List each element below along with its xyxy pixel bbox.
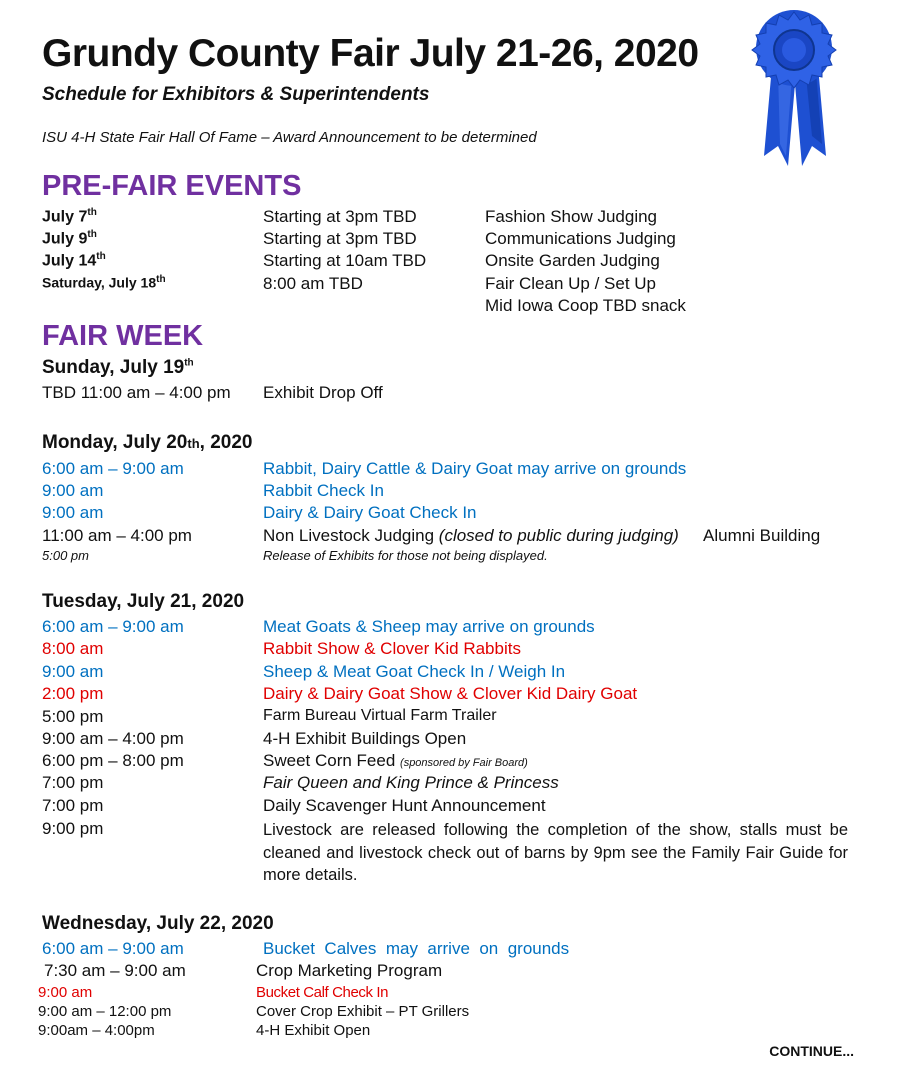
pre-fair-event: Fashion Show Judging — [485, 207, 658, 226]
day-heading-monday: Monday, July 20th, 2020 — [42, 432, 253, 453]
schedule-event: Bucket Calf Check In — [256, 984, 389, 1001]
schedule-event: Rabbit Show & Clover Kid Rabbits — [263, 639, 521, 658]
pre-fair-date: July 7th — [42, 207, 97, 226]
pre-fair-row — [0, 274, 900, 296]
schedule-location: Alumni Building — [703, 526, 821, 545]
schedule-event: Daily Scavenger Hunt Announcement — [263, 796, 546, 815]
schedule-time: 5:00 pm — [42, 548, 89, 563]
schedule-time: 9:00 am — [42, 481, 104, 500]
blue-ribbon-icon — [748, 6, 840, 166]
pre-fair-event: Communications Judging — [485, 229, 676, 248]
schedule-time: 9:00 am — [42, 503, 104, 522]
schedule-row — [0, 459, 900, 481]
pre-fair-time: Starting at 10am TBD — [263, 251, 427, 270]
schedule-row — [0, 617, 900, 639]
schedule-row — [0, 548, 900, 570]
schedule-row — [0, 526, 900, 548]
schedule-row — [0, 729, 900, 751]
schedule-time: 6:00 am – 9:00 am — [42, 939, 184, 958]
schedule-event: Rabbit, Dairy Cattle & Dairy Goat may arrive on grounds — [263, 459, 687, 478]
schedule-event: Fair Queen and King Prince & Princess — [263, 773, 559, 792]
schedule-event: Release of Exhibits for those not being displayed. — [263, 548, 548, 563]
day-heading-wednesday: Wednesday, July 22, 2020 — [42, 913, 274, 934]
schedule-time: 6:00 am – 9:00 am — [42, 459, 184, 478]
pre-fair-event: Onsite Garden Judging — [485, 251, 660, 270]
schedule-event: Exhibit Drop Off — [263, 383, 383, 402]
schedule-row — [0, 503, 900, 525]
schedule-row — [0, 773, 900, 795]
pre-fair-event: Fair Clean Up / Set Up — [485, 274, 657, 293]
schedule-event: Cover Crop Exhibit – PT Grillers — [256, 1003, 470, 1020]
schedule-time: 9:00 pm — [42, 819, 104, 838]
schedule-event: Sweet Corn Feed (sponsored by Fair Board) — [263, 751, 528, 770]
schedule-event: Farm Bureau Virtual Farm Trailer — [263, 707, 497, 724]
schedule-time: TBD 11:00 am – 4:00 pm — [42, 383, 231, 402]
schedule-event: Dairy & Dairy Goat Check In — [263, 503, 477, 522]
schedule-event: Crop Marketing Program — [256, 961, 443, 980]
schedule-time: 8:00 am — [42, 639, 104, 658]
pre-fair-event: Mid Iowa Coop TBD snack — [485, 296, 686, 315]
schedule-event: Bucket Calves may arrive on grounds — [263, 939, 570, 958]
pre-fair-time: 8:00 am TBD — [263, 274, 363, 293]
day-heading-tuesday: Tuesday, July 21, 2020 — [42, 591, 245, 612]
page-subtitle: Schedule for Exhibitors & Superintendents — [42, 84, 430, 105]
schedule-row — [0, 481, 900, 503]
pre-fair-heading: PRE-FAIR EVENTS — [42, 170, 302, 202]
fair-week-heading: FAIR WEEK — [42, 320, 204, 352]
schedule-time: 2:00 pm — [42, 684, 104, 703]
schedule-row — [0, 684, 900, 706]
pre-fair-row — [0, 229, 900, 251]
hall-of-fame-note: ISU 4-H State Fair Hall Of Fame – Award Announcement to be determined — [42, 129, 537, 146]
pre-fair-date: July 9th — [42, 229, 97, 248]
schedule-event: Meat Goats & Sheep may arrive on grounds — [263, 617, 595, 636]
schedule-time: 9:00 am – 12:00 pm — [38, 1003, 172, 1020]
schedule-row — [0, 751, 900, 773]
pre-fair-date: Saturday, July 18th — [42, 274, 166, 291]
schedule-time: 9:00am – 4:00pm — [38, 1022, 155, 1039]
schedule-row — [0, 939, 900, 961]
schedule-row — [0, 819, 900, 889]
schedule-event: Livestock are released following the completion of the show, stalls must be cleaned and livestock check out of barns by 9pm see the Family Fair Guide for more details. — [263, 821, 848, 884]
schedule-event: Sheep & Meat Goat Check In / Weigh In — [263, 662, 566, 681]
pre-fair-row — [0, 251, 900, 273]
schedule-event: Dairy & Dairy Goat Show & Clover Kid Dairy Goat — [263, 684, 638, 703]
schedule-time: 7:00 pm — [42, 773, 104, 792]
pre-fair-row — [0, 207, 900, 229]
continue-label: CONTINUE... — [769, 1043, 854, 1059]
schedule-event: 4-H Exhibit Open — [256, 1022, 371, 1039]
schedule-row — [0, 639, 900, 661]
schedule-time: 9:00 am — [38, 984, 93, 1001]
page-title: Grundy County Fair July 21-26, 2020 — [42, 32, 699, 75]
schedule-time: 7:00 pm — [42, 796, 104, 815]
pre-fair-date: July 14th — [42, 251, 106, 270]
schedule-time: 5:00 pm — [42, 707, 104, 726]
schedule-row — [0, 383, 900, 405]
schedule-time: 6:00 pm – 8:00 pm — [42, 751, 184, 770]
schedule-time: 6:00 am – 9:00 am — [42, 617, 184, 636]
schedule-time: 9:00 am — [42, 662, 104, 681]
schedule-event: Non Livestock Judging (closed to public during judging) — [263, 526, 679, 545]
pre-fair-time: Starting at 3pm TBD — [263, 229, 417, 248]
schedule-time: 11:00 am – 4:00 pm — [42, 526, 192, 545]
pre-fair-time: Starting at 3pm TBD — [263, 207, 417, 226]
schedule-row — [0, 796, 900, 818]
schedule-time: 9:00 am – 4:00 pm — [42, 729, 184, 748]
schedule-event: 4-H Exhibit Buildings Open — [263, 729, 467, 748]
schedule-time: 7:30 am – 9:00 am — [44, 961, 186, 980]
day-heading-sunday: Sunday, July 19th — [42, 357, 194, 378]
pre-fair-row — [0, 296, 900, 318]
schedule-row — [0, 662, 900, 684]
schedule-row — [0, 961, 900, 983]
schedule-row — [0, 1022, 900, 1044]
schedule-event: Rabbit Check In — [263, 481, 384, 500]
schedule-row — [0, 707, 900, 729]
